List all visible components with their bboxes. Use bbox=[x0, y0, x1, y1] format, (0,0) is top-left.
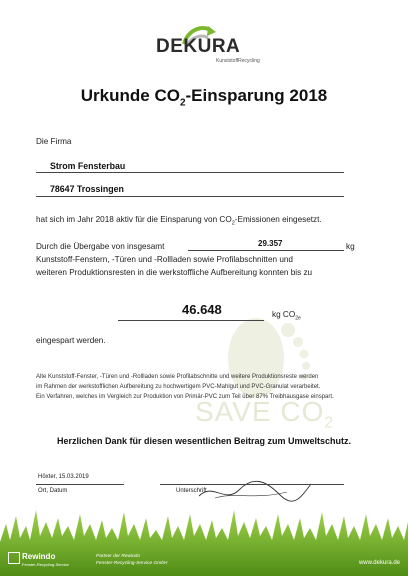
company-name-underline bbox=[36, 172, 344, 173]
transferred-amount-underline bbox=[188, 250, 344, 251]
dekura-logo bbox=[150, 22, 270, 64]
place-date-line bbox=[36, 484, 124, 485]
saved-co2-amount: 46.648 bbox=[182, 302, 222, 317]
save-co2-watermark: SAVE $CO_2$ bbox=[195, 396, 335, 432]
transfer-prefix: Durch die Übergabe von insgesamt bbox=[36, 242, 165, 251]
company-city-underline bbox=[36, 196, 344, 197]
partner-text: Partner der Rewindo Fenster-Recycling-Service GmbH bbox=[96, 554, 168, 566]
transfer-line-3: weiteren Produktionsresten in die werkstoffliche Aufbereitung konnten bis zu bbox=[36, 268, 313, 277]
transfer-unit: kg bbox=[346, 242, 355, 251]
place-date-value: Höxter, 15.03.2019 bbox=[38, 474, 89, 480]
intro-text: Die Firma bbox=[36, 137, 72, 146]
rewindo-logo-sub: Fenster-Recycling-Service bbox=[22, 562, 69, 567]
saved-suffix: eingespart werden. bbox=[36, 336, 106, 345]
thank-you-text: Herzlichen Dank für diesen wesentlichen Beitrag zum Umweltschutz. bbox=[56, 436, 352, 446]
rewindo-logo-icon bbox=[8, 552, 20, 564]
signature-label: Unterschrift bbox=[176, 488, 207, 494]
transfer-line-2: Kunststoff-Fenstern, -Türen und -Rollladen sowie Profilabschnitten und bbox=[36, 255, 293, 264]
saved-amount-underline bbox=[118, 320, 264, 321]
commitment-text: hat sich im Jahr 2018 aktiv für die Einsparung von $CO_2$-Emissionen eingesetzt. bbox=[36, 215, 322, 227]
logo-tagline: KunststoffRecycling bbox=[216, 58, 260, 64]
transferred-amount: 29.357 bbox=[258, 239, 283, 248]
company-city: 78647 Trossingen bbox=[50, 184, 124, 194]
page-title: Urkunde $CO_2$-Einsparung 2018 bbox=[80, 86, 328, 109]
fineprint-line-3: Ein Verfahren, welches im Vergleich zur Produktion von Primär-PVC zum Teil über 87% Treibhausgase einspart. bbox=[36, 394, 334, 400]
saved-co2-unit: kg $CO_{2e}$ bbox=[272, 310, 301, 322]
rewindo-logo-text: Rewindo bbox=[22, 552, 56, 561]
logo-wordmark: DEKURA bbox=[156, 36, 241, 57]
fineprint-line-2: im Rahmen der werkstofflichen Aufbereitung zu hochwertigem PVC-Mahlgut und PVC-Granulat verarbeitet. bbox=[36, 384, 321, 390]
place-date-label: Ort, Datum bbox=[38, 488, 68, 494]
fineprint-line-1: Alte Kunststoff-Fenster, -Türen und -Rollladen sowie Profilabschnitte und weitere Produktionsreste werden bbox=[36, 374, 319, 380]
signature-line bbox=[160, 484, 344, 485]
company-name: Strom Fensterbau bbox=[50, 161, 126, 171]
website-url: www.dekura.de bbox=[358, 560, 400, 566]
